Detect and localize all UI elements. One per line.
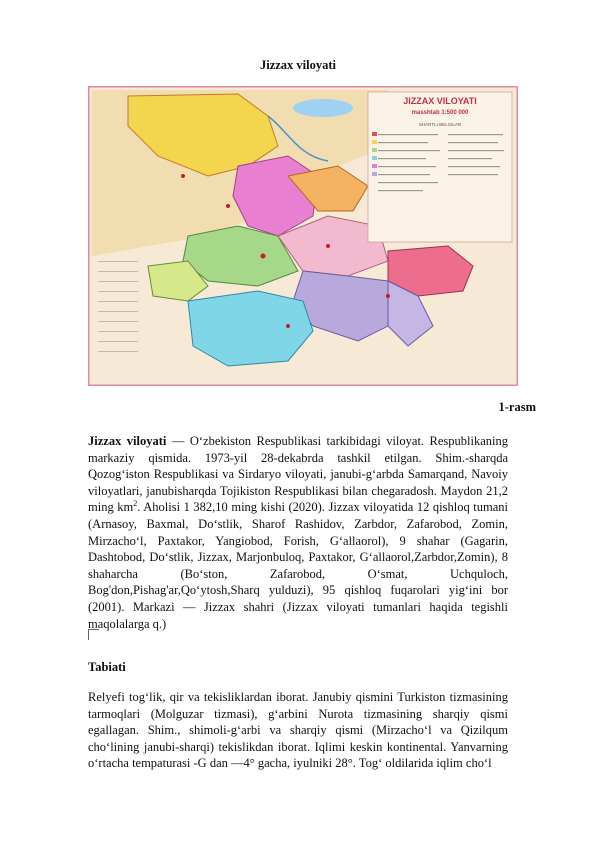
corner-mark — [88, 629, 99, 640]
map-header: JIZZAX VILOYATI — [403, 96, 477, 106]
intro-superscript: 2 — [133, 499, 138, 509]
region-map — [88, 86, 518, 386]
intro-lead: Jizzax viloyati — [88, 434, 167, 448]
page-title: Jizzax viloyati — [259, 58, 337, 72]
legend-heading: SHARTLI BELGILAR — [418, 122, 462, 127]
lake — [293, 99, 353, 117]
intro-text-1: — O‘zbekiston Respublikasi tarkibidagi viloyat. Respublikaning markaziy qismida. 1973-yil 28-dekabrda tashkil etilgan. Shim.-sharqda Qozog‘iston Respublikasi va Sirdaryo viloyati, janubi-g‘arbda Samarqand, Navoiy viloyatlari, janubisharqda Tojikiston Respublikasi bilan chegaradosh. Maydon 21,2 ming km — [88, 434, 509, 515]
figure-caption: 1-rasm — [498, 400, 536, 414]
section-heading: Tabiati — [88, 660, 126, 674]
nature-paragraph: Relyefi tog‘lik, qir va tekisliklardan iborat. Janubiy qismini Turkiston tizmasining tarmoqlari (Molguzar tizmasi), g‘arbini Nurota tizmasining sharqiy qismi egallagan. Shim., shimoli-g‘arbi va sharqiy qismi (Mirzacho‘l va Qizilqum cho‘lining janubi-sharqi) tekislikdan iborat. Iqlimi keskin kontinental. Yanvarning o‘rtacha tempaturasi -G dan —4° gacha, iyulniki 28°. Tog‘ oldilarida iqlim cho‘l — [88, 690, 508, 771]
map-scale: masshtab 1:500 000 — [411, 110, 469, 116]
intro-paragraph — [88, 433, 508, 632]
intro-text-2: . Aholisi 1 382,10 ming kishi (2020). Jizzax viloyatida 12 qishloq tumani (Arnasoy, Baxmal, Do‘stlik, Sharof Rashidov, Zarbdor, Zafarobod, Zomin, Mirzacho‘l, Paxtakor, Yangiobod, Forish, G‘allaorol), 9 shahar (Gagarin, Dashtobod, Do‘stlik, Jizzax, Marjonbuloq, Paxtakor, G‘allaorol,Zarbdor,Zomin), 8 shaharcha (Bo‘ston, Zafarobod, O‘smat, Uchquloch, Bog'don,Pishag'ar,Qo‘ytosh,Sharq yulduzi), 95 qishloq fuqarolari yig‘ini bor (2001). Markazi — Jizzax shahri (Jizzax viloyati tumanlari haqida tegishli maqolalarga q.) — [88, 500, 508, 631]
